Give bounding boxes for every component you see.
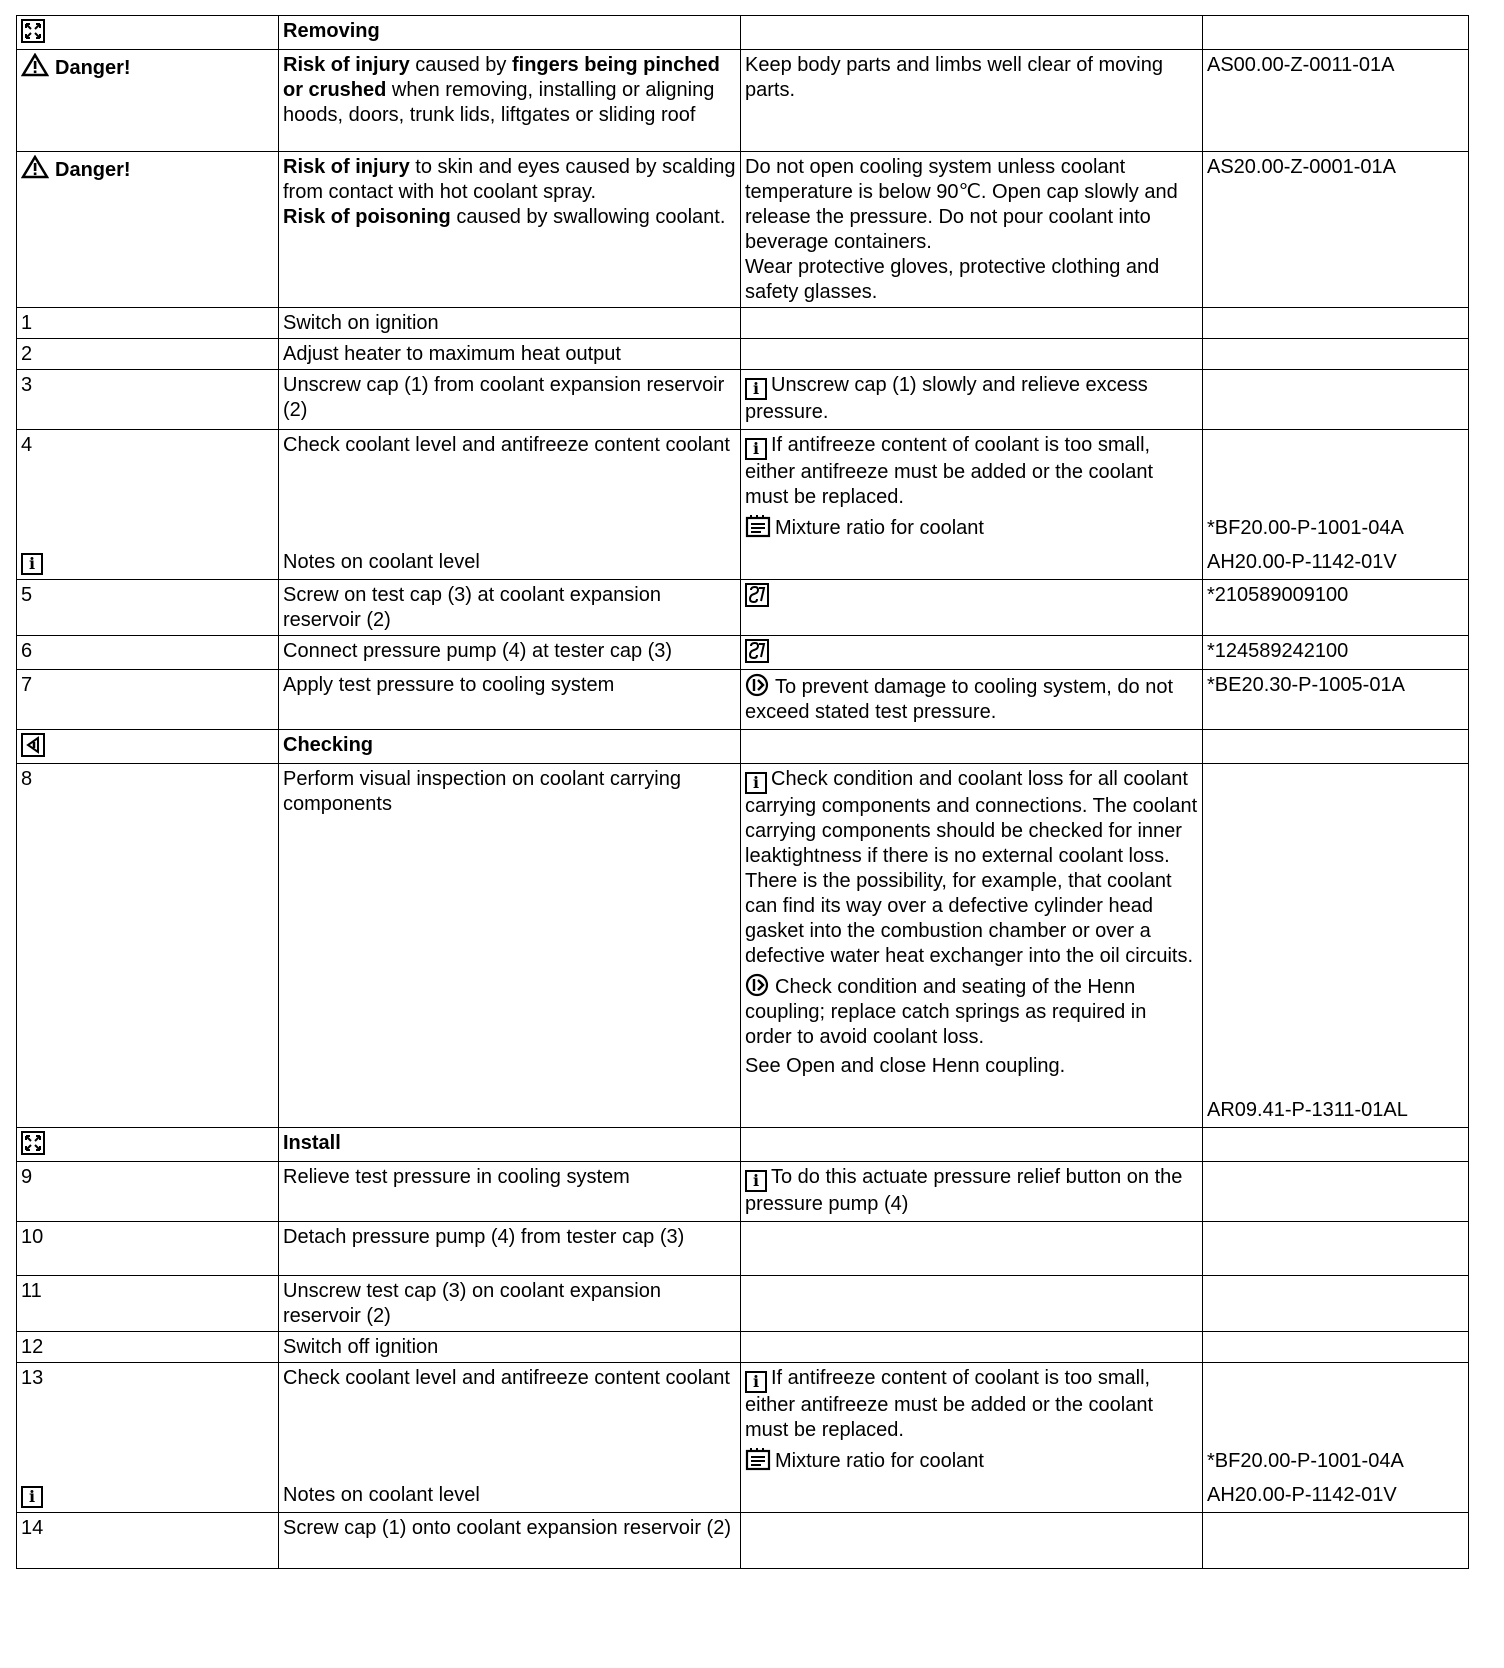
step-number: 14 — [17, 1513, 279, 1569]
step-row — [17, 580, 1469, 636]
reference-link[interactable]: *210589009100 — [1203, 580, 1469, 636]
step-text: Relieve test pressure in cooling system — [279, 1162, 741, 1222]
danger-label: Danger! — [55, 159, 131, 181]
step-text-cell — [279, 430, 741, 580]
step-number: 12 — [17, 1332, 279, 1363]
reference-cell — [1203, 1363, 1469, 1513]
risk-bold: fingers being pinched or crushed — [283, 54, 720, 101]
step-text: Screw cap (1) onto coolant expansion reservoir (2) — [279, 1513, 741, 1569]
section-row-install — [17, 1128, 1469, 1162]
step-row — [17, 430, 1469, 580]
step-number: 6 — [17, 636, 279, 670]
info-icon: i — [21, 1486, 43, 1508]
step-text: Perform visual inspection on coolant carrying components — [279, 764, 741, 1128]
step-number: 2 — [17, 339, 279, 370]
note-text: Mixture ratio for coolant — [775, 517, 984, 539]
step-number: 9 — [17, 1162, 279, 1222]
reference-link[interactable]: *124589242100 — [1203, 636, 1469, 670]
reference-link[interactable]: AS20.00-Z-0001-01A — [1203, 152, 1469, 308]
risk-bold: Risk of injury — [283, 156, 410, 178]
risk-text: when removing, installing or aligning hoods, doors, trunk lids, liftgates or sliding roof — [283, 79, 715, 126]
expand-arrows-icon — [21, 1131, 45, 1155]
step-row — [17, 308, 1469, 339]
step-text: Screw on test cap (3) at coolant expansion reservoir (2) — [279, 580, 741, 636]
step-row — [17, 764, 1469, 1128]
section-title: Checking — [279, 730, 741, 764]
document-ref-icon — [745, 514, 771, 538]
step-text-cell — [279, 1363, 741, 1513]
step-row — [17, 1513, 1469, 1569]
step-row — [17, 339, 1469, 370]
caution-circle-icon — [745, 673, 771, 697]
section-icon-cell — [17, 1128, 279, 1162]
step-note — [741, 430, 1203, 580]
reference-link[interactable]: *BE20.30-P-1005-01A — [1203, 670, 1469, 730]
info-icon: i — [745, 1170, 767, 1192]
step-row — [17, 1276, 1469, 1332]
note-text: Unscrew cap (1) slowly and relieve excess pressure. — [745, 374, 1148, 423]
risk-text: caused by swallowing coolant. — [450, 206, 726, 228]
reference-cell — [1203, 430, 1469, 580]
step-row — [17, 1332, 1469, 1363]
section-title: Removing — [279, 16, 741, 50]
step-note — [741, 670, 1203, 730]
step-number: 7 — [17, 670, 279, 730]
danger-label-cell — [17, 50, 279, 152]
step-number: 11 — [17, 1276, 279, 1332]
info-icon: i — [745, 378, 767, 400]
danger-risk-cell — [279, 50, 741, 152]
section-icon-cell — [17, 730, 279, 764]
step-number: 1 — [17, 308, 279, 339]
section-icon-cell — [17, 16, 279, 50]
step-text: Apply test pressure to cooling system — [279, 670, 741, 730]
info-icon: i — [745, 438, 767, 460]
reference-link[interactable]: AH20.00-P-1142-01V — [1207, 551, 1397, 573]
repair-procedure-document — [16, 15, 1468, 1569]
section-title: Install — [279, 1128, 741, 1162]
step-text: Check coolant level and antifreeze content coolant — [283, 1367, 730, 1389]
step-note — [741, 636, 1203, 670]
danger-measure-cell — [741, 152, 1203, 308]
warning-triangle-icon — [21, 155, 49, 179]
henn-coupling-link[interactable]: See Open and close Henn coupling. — [745, 1055, 1066, 1077]
danger-risk-cell — [279, 152, 741, 308]
step-row — [17, 636, 1469, 670]
note-text: To do this actuate pressure relief button on the pressure pump (4) — [745, 1166, 1183, 1215]
danger-label: Danger! — [55, 57, 131, 79]
danger-label-cell — [17, 152, 279, 308]
measure-text: Do not open cooling system unless coolant temperature is below 90℃. Open cap slowly and release the pressure. Do not pour coolant into beverage containers. — [745, 156, 1178, 253]
special-tool-icon — [745, 583, 769, 607]
reference-link[interactable]: AS00.00-Z-0011-01A — [1203, 50, 1469, 152]
step-note — [741, 1162, 1203, 1222]
reference-link[interactable]: *BF20.00-P-1001-04A — [1207, 1450, 1404, 1472]
reference-cell — [1203, 764, 1469, 1128]
step-number: 3 — [17, 370, 279, 430]
procedure-table — [16, 15, 1469, 1569]
warning-triangle-icon — [21, 53, 49, 77]
measure-text: Wear protective gloves, protective clothing and safety glasses. — [745, 256, 1160, 303]
step-note — [741, 580, 1203, 636]
danger-row-1 — [17, 50, 1469, 152]
step-text: Switch on ignition — [279, 308, 741, 339]
danger-measure-cell: Keep body parts and limbs well clear of moving parts. — [741, 50, 1203, 152]
note-text: Mixture ratio for coolant — [775, 1450, 984, 1472]
reference-link[interactable]: AR09.41-P-1311-01AL — [1207, 1099, 1408, 1121]
step-number: 8 — [17, 764, 279, 1128]
step-note — [741, 764, 1203, 1128]
section-row-checking — [17, 730, 1469, 764]
step-row — [17, 1162, 1469, 1222]
step-note — [741, 370, 1203, 430]
reference-link[interactable]: *BF20.00-P-1001-04A — [1207, 517, 1404, 539]
notes-link[interactable]: Notes on coolant level — [283, 1484, 480, 1506]
step-text: Unscrew cap (1) from coolant expansion reservoir (2) — [279, 370, 741, 430]
section-row-removing — [17, 16, 1469, 50]
step-text: Connect pressure pump (4) at tester cap (3) — [279, 636, 741, 670]
notes-link[interactable]: Notes on coolant level — [283, 551, 480, 573]
step-text: Adjust heater to maximum heat output — [279, 339, 741, 370]
special-tool-icon — [745, 639, 769, 663]
caution-circle-icon — [745, 973, 771, 997]
reference-link[interactable]: AH20.00-P-1142-01V — [1207, 1484, 1397, 1506]
step-number: 13 — [21, 1367, 44, 1389]
document-ref-icon — [745, 1447, 771, 1471]
step-row — [17, 370, 1469, 430]
info-icon: i — [745, 1371, 767, 1393]
expand-arrows-icon — [21, 19, 45, 43]
step-text: Unscrew test cap (3) on coolant expansion reservoir (2) — [279, 1276, 741, 1332]
step-text: Switch off ignition — [279, 1332, 741, 1363]
step-text: Detach pressure pump (4) from tester cap (3) — [279, 1222, 741, 1276]
info-icon: i — [745, 772, 767, 794]
risk-bold: Risk of injury — [283, 54, 410, 76]
note-text: Check condition and seating of the Henn coupling; replace catch springs as required in order to avoid coolant loss. — [745, 976, 1147, 1048]
risk-text: caused by — [409, 54, 512, 76]
step-text: Check coolant level and antifreeze content coolant — [283, 434, 730, 456]
step-note — [741, 1363, 1203, 1513]
danger-row-2 — [17, 152, 1469, 308]
step-number: 10 — [17, 1222, 279, 1276]
step-number-cell — [17, 1363, 279, 1513]
step-row — [17, 1363, 1469, 1513]
note-text: Check condition and coolant loss for all coolant carrying components and connections. The coolant carrying components should be checked for inner leaktightness if there is no external coolant loss. There is the possibility, for example, that coolant can find its way over a defective cylinder head gasket into the combustion chamber or over a defective water heat exchanger into the oil circuits. — [745, 768, 1198, 967]
step-row — [17, 670, 1469, 730]
step-number: 5 — [17, 580, 279, 636]
note-text: If antifreeze content of coolant is too small, either antifreeze must be added or the coolant must be replaced. — [745, 1367, 1154, 1441]
step-number-cell — [17, 430, 279, 580]
risk-bold: Risk of poisoning — [283, 206, 451, 228]
step-row — [17, 1222, 1469, 1276]
info-icon: i — [21, 553, 43, 575]
check-arrow-icon — [21, 733, 45, 757]
step-number: 4 — [21, 434, 33, 456]
note-text: To prevent damage to cooling system, do not exceed stated test pressure. — [745, 676, 1174, 723]
note-text: If antifreeze content of coolant is too small, either antifreeze must be added or the coolant must be replaced. — [745, 434, 1154, 508]
risk-text: to skin and eyes caused by scalding from contact with hot coolant spray. — [283, 156, 736, 203]
